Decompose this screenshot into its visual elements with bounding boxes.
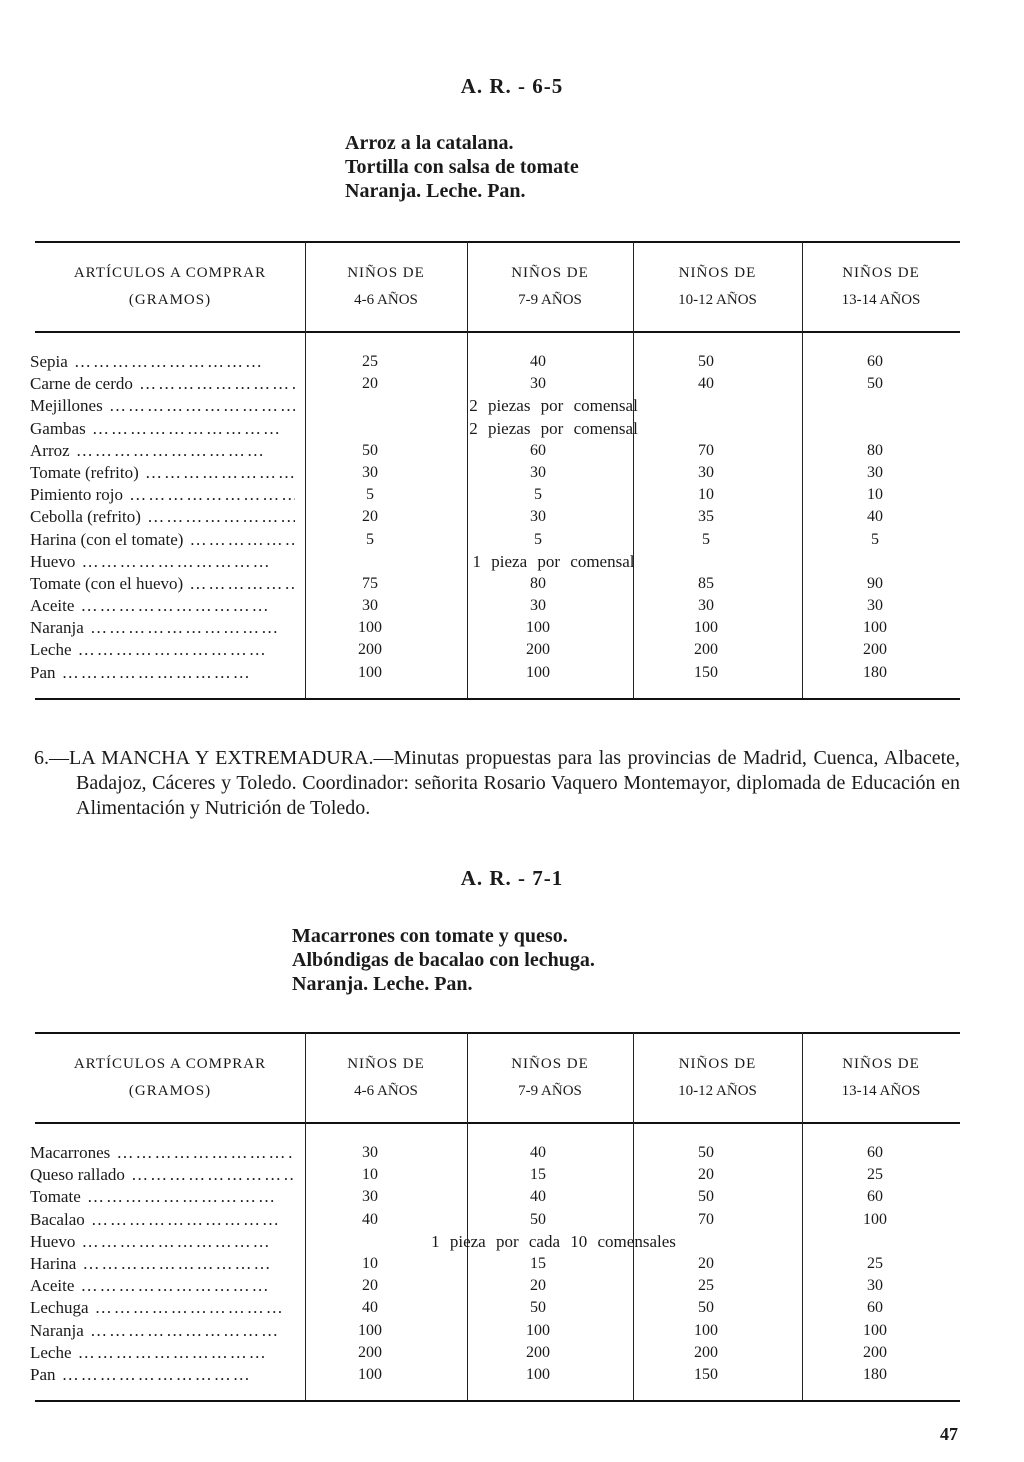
- grams-value: 200: [694, 641, 718, 659]
- grams-value: 20: [362, 1277, 378, 1295]
- menu-line: Albóndigas de bacalao con lechuga.: [292, 949, 595, 971]
- table-row: [30, 395, 960, 417]
- grams-value: 25: [867, 1254, 883, 1272]
- item-label: [30, 617, 295, 639]
- item-label: [30, 573, 295, 595]
- header-age-group: [802, 1034, 960, 1122]
- region-paragraph: 6.—LA MANCHA Y EXTREMADURA.—Minutas propuestas para las provincias de Madrid, Cuenca, Albacete, Badajoz, Cáceres y Toledo. Coordinador: señorita Rosario Vaquero Montemayor, diplomada de Educación en Alimentación y Nutrición de Toledo.: [34, 747, 960, 819]
- table-row: [30, 351, 960, 373]
- item-label: [30, 1297, 295, 1319]
- table-row: [30, 1164, 960, 1186]
- grams-value: 10: [698, 486, 714, 504]
- grams-value: 10: [362, 1254, 378, 1272]
- item-label: [30, 1364, 295, 1386]
- table-row: [30, 373, 960, 395]
- grams-value: 40: [867, 508, 883, 526]
- grams-value: 90: [867, 574, 883, 592]
- item-label: [30, 639, 295, 661]
- item-name: Harina (con el tomate): [30, 529, 184, 549]
- item-label: [30, 1209, 295, 1231]
- item-name: Pimiento rojo: [30, 485, 124, 505]
- grams-value: 100: [863, 619, 887, 637]
- table-bottom-rule: [35, 698, 960, 700]
- grams-value: 100: [526, 1365, 550, 1383]
- grams-value: 30: [698, 463, 714, 481]
- item-name: Lechuga: [30, 1298, 89, 1318]
- grams-value: 15: [530, 1254, 546, 1272]
- header-line: 10-12 AÑOS: [678, 1083, 757, 1099]
- item-name: Bacalao: [30, 1209, 85, 1229]
- item-name: Tomate (con el huevo): [30, 573, 184, 593]
- header-line: (GRAMOS): [128, 1083, 212, 1099]
- portion-note: 1 pieza por comensal: [472, 551, 635, 571]
- table-row: [30, 595, 960, 617]
- grams-value: 25: [362, 353, 378, 370]
- grams-value: 10: [362, 1166, 378, 1184]
- grams-value: 70: [698, 1210, 714, 1228]
- grams-value: 40: [362, 1210, 378, 1228]
- portion-note: 2 piezas por comensal: [469, 396, 638, 416]
- item-name: Carne de cerdo: [30, 374, 133, 394]
- grams-value: 100: [694, 619, 718, 637]
- portion-note: 1 pieza por cada 10 comensales: [431, 1231, 676, 1251]
- table-row: [30, 1142, 960, 1164]
- grams-value: 5: [534, 486, 542, 504]
- table-row: [30, 1297, 960, 1319]
- item-name: Naranja: [30, 1320, 84, 1340]
- header-line: NIÑOS DE: [678, 265, 757, 281]
- table-row: [30, 573, 960, 595]
- item-label: [30, 351, 295, 373]
- header-line: NIÑOS DE: [347, 1056, 425, 1072]
- item-label: [30, 1142, 295, 1164]
- header-age-group: [305, 243, 467, 331]
- item-label: [30, 462, 295, 484]
- grams-value: 100: [358, 619, 382, 637]
- grams-value: 30: [362, 1188, 378, 1206]
- grams-value: 5: [534, 530, 542, 548]
- table-row: [30, 440, 960, 462]
- grams-value: 100: [526, 619, 550, 637]
- item-name: Aceite: [30, 1276, 75, 1296]
- item-name: Pan: [30, 1364, 56, 1384]
- grams-value: 5: [366, 486, 374, 504]
- grams-value: 50: [698, 1299, 714, 1317]
- grams-value: 20: [698, 1166, 714, 1184]
- item-label: [30, 1320, 295, 1342]
- header-line: 7-9 AÑOS: [518, 1083, 582, 1099]
- grams-value: 100: [358, 663, 382, 681]
- grams-value: 50: [362, 441, 378, 459]
- header-line: 13-14 AÑOS: [841, 1083, 921, 1099]
- portion-note: 2 piezas por comensal: [469, 418, 638, 438]
- grams-value: 50: [698, 353, 714, 370]
- item-label: [30, 529, 295, 551]
- table-header: [35, 241, 960, 333]
- section-title-7-1: A. R. - 7-1: [460, 866, 564, 890]
- grams-value: 30: [698, 597, 714, 615]
- item-name: Mejillones: [30, 396, 103, 416]
- grams-value: 40: [530, 353, 546, 370]
- header-age-group: [305, 1034, 467, 1122]
- grams-value: 200: [694, 1343, 718, 1361]
- grams-value: 50: [867, 375, 883, 393]
- header-age-group: [633, 243, 802, 331]
- grams-value: 100: [526, 663, 550, 681]
- grams-value: 200: [358, 641, 382, 659]
- grams-value: 30: [530, 508, 546, 526]
- grams-value: 60: [867, 1144, 883, 1161]
- item-name: Tomate (refrito): [30, 462, 139, 482]
- grams-value: 40: [530, 1188, 546, 1206]
- grams-value: 40: [530, 1144, 546, 1161]
- table-row: [30, 1320, 960, 1342]
- menu-line: Naranja. Leche. Pan.: [345, 180, 526, 202]
- table-row: [30, 639, 960, 661]
- grams-value: 200: [526, 1343, 550, 1361]
- item-name: Leche: [30, 640, 72, 660]
- table-row: [30, 1186, 960, 1208]
- item-name: Huevo: [30, 1231, 76, 1251]
- grams-value: 50: [698, 1144, 714, 1161]
- grams-value: 25: [867, 1166, 883, 1184]
- item-name: Aceite: [30, 596, 75, 616]
- grams-value: 30: [867, 597, 883, 615]
- item-label: [30, 1253, 295, 1275]
- header-articles: [35, 243, 305, 331]
- item-name: Tomate: [30, 1187, 81, 1207]
- item-label: [30, 595, 295, 617]
- grams-value: 25: [698, 1277, 714, 1295]
- item-label: [30, 662, 295, 684]
- header-line: 7-9 AÑOS: [518, 292, 582, 308]
- grams-value: 30: [530, 463, 546, 481]
- grams-value: 20: [698, 1254, 714, 1272]
- grams-value: 30: [530, 375, 546, 393]
- section-title-6-5: A. R. - 6-5: [460, 74, 564, 98]
- item-label: [30, 551, 295, 573]
- item-label: [30, 1342, 295, 1364]
- grams-value: 60: [867, 1299, 883, 1317]
- grams-value: 15: [530, 1166, 546, 1184]
- grams-value: 200: [863, 1343, 887, 1361]
- item-label: [30, 373, 295, 395]
- item-label: [30, 418, 295, 440]
- header-age-group: [467, 243, 633, 331]
- grams-value: 180: [863, 1365, 887, 1383]
- grams-value: 40: [362, 1299, 378, 1317]
- grams-value: 50: [530, 1210, 546, 1228]
- item-label: [30, 484, 295, 506]
- table-row: [30, 1209, 960, 1231]
- item-name: Naranja: [30, 618, 84, 638]
- grams-value: 200: [358, 1343, 382, 1361]
- grams-value: 60: [530, 441, 546, 459]
- header-age-group: [467, 1034, 633, 1122]
- header-line: 10-12 AÑOS: [678, 292, 757, 308]
- item-name: Sepia: [30, 352, 68, 371]
- grams-value: 10: [867, 486, 883, 504]
- grams-value: 30: [362, 463, 378, 481]
- table-row: [30, 1342, 960, 1364]
- page-number: 47: [940, 1424, 958, 1444]
- item-label: [30, 1231, 295, 1253]
- table-body: [30, 1142, 960, 1386]
- table-row: [30, 462, 960, 484]
- grams-value: 100: [526, 1321, 550, 1339]
- header-line: NIÑOS DE: [842, 1056, 920, 1072]
- grams-value: 20: [530, 1277, 546, 1295]
- grams-value: 85: [698, 574, 714, 592]
- grams-value: 60: [867, 1188, 883, 1206]
- header-line: NIÑOS DE: [678, 1056, 757, 1072]
- header-line: ARTÍCULOS A COMPRAR: [73, 265, 267, 281]
- grams-value: 100: [358, 1365, 382, 1383]
- table-row: [30, 617, 960, 639]
- menu-line: Arroz a la catalana.: [345, 132, 514, 154]
- header-age-group: [802, 243, 960, 331]
- grams-value: 70: [698, 441, 714, 459]
- header-articles: [35, 1034, 305, 1122]
- item-label: [30, 1164, 295, 1186]
- header-line: NIÑOS DE: [842, 265, 920, 281]
- item-label: [30, 395, 295, 417]
- table-row: [30, 1364, 960, 1386]
- grams-value: 100: [694, 1321, 718, 1339]
- grams-value: 80: [530, 574, 546, 592]
- menu-line: Tortilla con salsa de tomate: [345, 156, 579, 178]
- grams-value: 5: [871, 530, 879, 548]
- table-row: [30, 418, 960, 440]
- grams-value: 5: [702, 530, 710, 548]
- item-label: [30, 1275, 295, 1297]
- table-row: [30, 506, 960, 528]
- header-line: NIÑOS DE: [347, 265, 425, 281]
- item-name: Queso rallado: [30, 1165, 125, 1185]
- grams-value: 30: [362, 597, 378, 615]
- item-label: [30, 1186, 295, 1208]
- grams-value: 5: [366, 530, 374, 548]
- table-row: [30, 551, 960, 573]
- item-name: Pan: [30, 662, 56, 682]
- header-age-group: [633, 1034, 802, 1122]
- grams-value: 30: [867, 1277, 883, 1295]
- header-line: 4-6 AÑOS: [354, 1083, 418, 1099]
- grams-value: 200: [526, 641, 550, 659]
- grams-value: 20: [362, 375, 378, 393]
- grams-value: 150: [694, 663, 718, 681]
- grams-value: 75: [362, 574, 378, 592]
- grams-value: 80: [867, 441, 883, 459]
- grams-value: 30: [867, 463, 883, 481]
- item-name: Cebolla (refrito): [30, 507, 141, 527]
- table-row: [30, 484, 960, 506]
- grams-value: 50: [698, 1188, 714, 1206]
- item-name: Arroz: [30, 440, 70, 460]
- item-name: Leche: [30, 1342, 72, 1362]
- item-name: Harina: [30, 1253, 77, 1273]
- grams-value: 50: [530, 1299, 546, 1317]
- grams-value: 35: [698, 508, 714, 526]
- grams-value: 100: [358, 1321, 382, 1339]
- item-name: Huevo: [30, 551, 76, 571]
- grams-value: 40: [698, 375, 714, 393]
- table-row: [30, 529, 960, 551]
- menu-line: Macarrones con tomate y queso.: [292, 925, 568, 947]
- table-header: [35, 1032, 960, 1124]
- grams-value: 30: [530, 597, 546, 615]
- table-bottom-rule: [35, 1400, 960, 1402]
- menu-line: Naranja. Leche. Pan.: [292, 973, 473, 995]
- item-label: [30, 440, 295, 462]
- grams-value: 180: [863, 663, 887, 681]
- table-row: [30, 1275, 960, 1297]
- header-line: ARTÍCULOS A COMPRAR: [73, 1056, 267, 1072]
- header-line: 4-6 AÑOS: [354, 292, 418, 308]
- table-row: [30, 1253, 960, 1275]
- menu-6-5: [345, 131, 579, 203]
- table-row: [30, 1231, 960, 1253]
- table-body: [30, 351, 960, 684]
- table-row: [30, 662, 960, 684]
- header-line: (GRAMOS): [128, 292, 212, 308]
- item-name: Gambas: [30, 418, 86, 438]
- grams-value: 100: [863, 1210, 887, 1228]
- grams-value: 100: [863, 1321, 887, 1339]
- header-line: NIÑOS DE: [511, 265, 589, 281]
- header-line: 13-14 AÑOS: [841, 292, 921, 308]
- grams-value: 20: [362, 508, 378, 526]
- item-name: Macarrones: [30, 1143, 111, 1162]
- menu-7-1: [292, 924, 595, 996]
- grams-value: 30: [362, 1144, 378, 1161]
- grams-value: 60: [867, 353, 883, 370]
- header-line: NIÑOS DE: [511, 1056, 589, 1072]
- grams-value: 150: [694, 1365, 718, 1383]
- item-label: [30, 506, 295, 528]
- grams-value: 200: [863, 641, 887, 659]
